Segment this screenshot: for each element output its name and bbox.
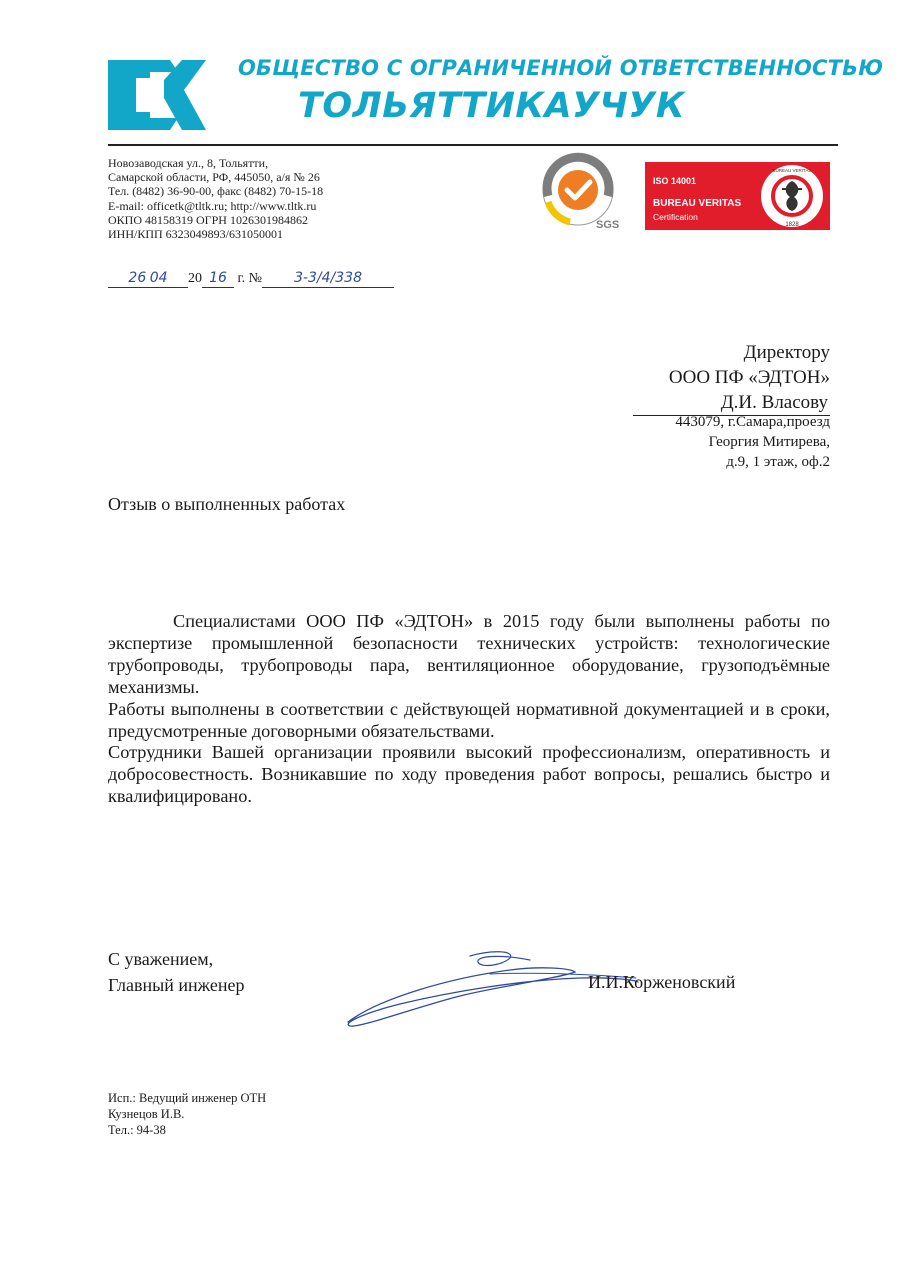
executor-line: Кузнецов И.В. — [108, 1107, 185, 1121]
contact-line: Новозаводская ул., 8, Тольятти, — [108, 156, 269, 170]
signer-name: И.И.Корженовский — [588, 972, 736, 992]
addressee-address — [675, 412, 830, 472]
address-line: Георгия Митирева, — [708, 434, 830, 450]
year-field — [202, 270, 234, 288]
contact-line: Самарской области, РФ, 445050, а/я № 26 — [108, 170, 320, 185]
contact-line: Тел. (8482) 36-90-00, факс (8482) 70-15-18 — [108, 184, 324, 199]
date-month: 04 — [149, 270, 168, 286]
bv-cert-label: Certification — [653, 212, 698, 222]
contact-line: E-mail: officetk@tltk.ru; http://www.tltk.ru — [108, 198, 317, 213]
addressee-name: Д.И. Власову — [633, 390, 830, 416]
company-name: ТОЛЬЯТТИКАУЧУК — [298, 86, 685, 126]
addressee-title: Директору — [743, 342, 830, 363]
number-label: № — [248, 271, 263, 286]
letter-subject: Отзыв о выполненных работах — [108, 494, 346, 514]
body-paragraph: Сотрудники Вашей организации проявили высокий профессионализм, оперативность и добросовестность. Возникавшие по ходу проведения работ вопросы, решались быстро и квалифицировано. — [108, 742, 830, 807]
contact-line: ОКПО 48158319 ОГРН 1026301984862 — [108, 212, 308, 227]
company-logo-icon — [108, 60, 208, 130]
executor-line: Тел.: 94-38 — [108, 1123, 166, 1137]
svg-text:SGS: SGS — [596, 219, 620, 231]
date-field — [108, 270, 188, 288]
contact-block — [108, 156, 323, 241]
date-day: 26 — [128, 270, 147, 286]
year-label: г. — [237, 271, 246, 286]
body-paragraph: Специалистами ООО ПФ «ЭДТОН» в 2015 году были выполнены работы по экспертизе промышленной безопасности технических устройств: технологические трубопроводы, трубопроводы пара, вентиляционное оборудование, грузоподъёмные механизмы. — [108, 611, 830, 697]
svg-text:BUREAU VERITAS: BUREAU VERITAS — [772, 168, 812, 173]
reference-line — [108, 270, 394, 292]
body-paragraph: Работы выполнены в соответствии с действующей нормативной документацией и в сроки, предусмотренные договорными обязательствами. — [108, 698, 830, 741]
executor-line: Исп.: Ведущий инженер ОТН — [108, 1091, 267, 1105]
closing-block — [108, 946, 244, 998]
signer-position: Главный инженер — [108, 975, 245, 995]
year-suffix: 16 — [209, 270, 227, 286]
letter-body — [108, 611, 830, 808]
address-line: 443079, г.Самара,проезд — [675, 414, 830, 430]
closing-regards: С уважением, — [108, 949, 214, 969]
address-line: д.9, 1 этаж, оф.2 — [726, 454, 830, 470]
svg-text:1828: 1828 — [785, 222, 799, 228]
sgs-certification-icon — [540, 152, 620, 232]
bureau-veritas-badge — [645, 162, 830, 230]
addressee-block — [633, 340, 830, 416]
bv-name-label: BUREAU VERITAS — [653, 198, 742, 209]
year-prefix: 20 — [188, 271, 202, 286]
executor-block — [108, 1090, 266, 1138]
document-number: 3-3/4/338 — [294, 270, 362, 286]
bv-iso-label: ISO 14001 — [653, 176, 697, 186]
bureau-veritas-emblem-icon — [760, 163, 824, 229]
number-field — [262, 270, 394, 288]
company-legal-form: ОБЩЕСТВО С ОГРАНИЧЕННОЙ ОТВЕТСТВЕННОСТЬЮ — [238, 56, 884, 80]
header-divider — [108, 144, 838, 146]
addressee-org: ООО ПФ «ЭДТОН» — [668, 367, 830, 388]
contact-line: ИНН/КПП 6323049893/631050001 — [108, 227, 284, 242]
